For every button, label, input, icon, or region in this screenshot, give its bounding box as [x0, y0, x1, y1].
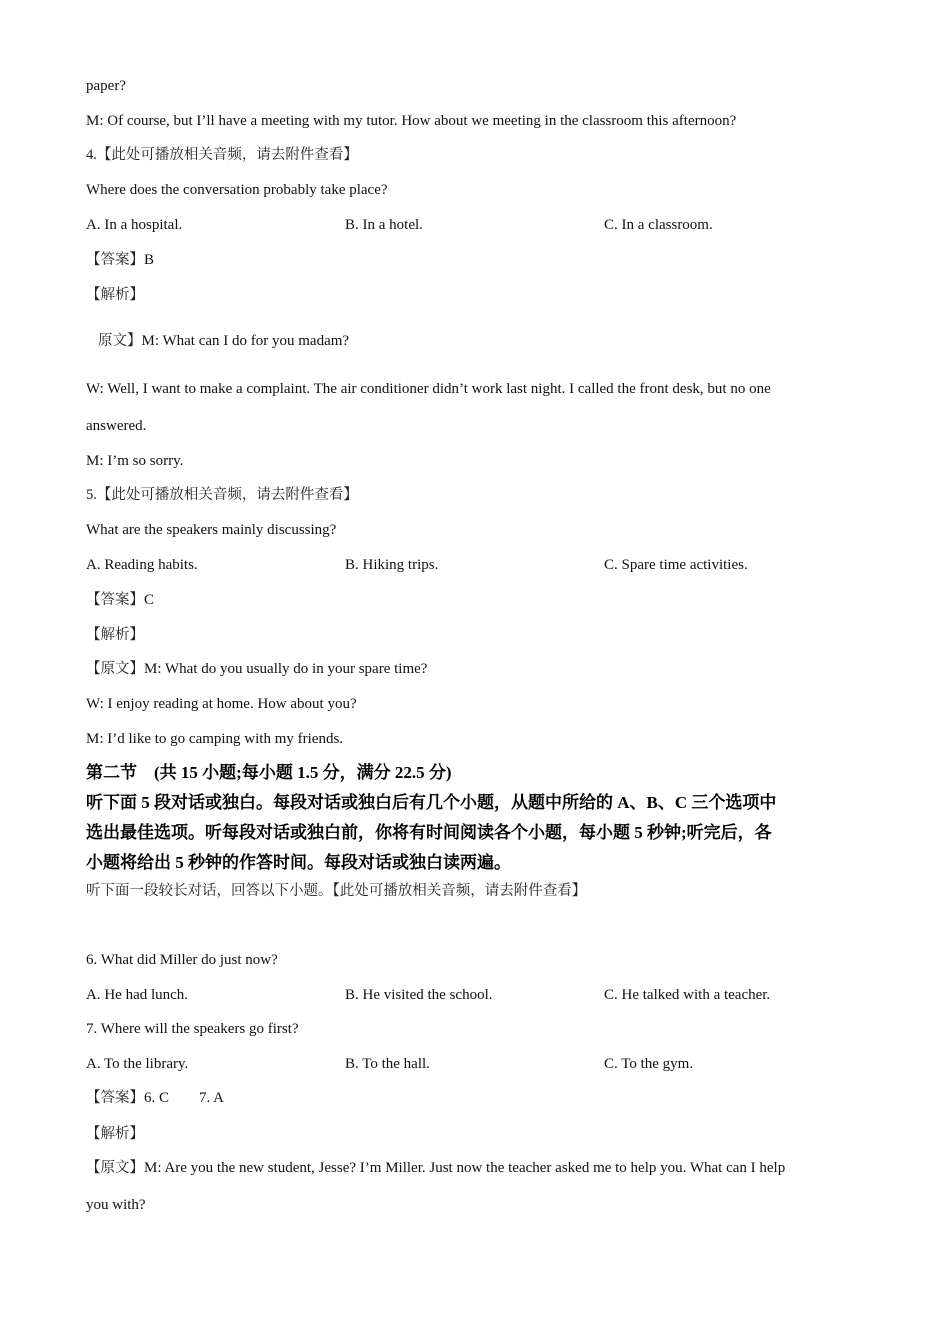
answer-label: 【答案】: [86, 1090, 144, 1106]
text-line: M: Of course, but I’ll have a meeting with my tutor. How about we meeting in the classroom this afternoon?: [86, 113, 737, 129]
option-a: A. He had lunch.: [86, 987, 189, 1003]
option-c: C. To the gym.: [604, 1056, 694, 1072]
text-line: M: I’m so sorry.: [86, 453, 184, 469]
answer-value: B: [144, 252, 155, 268]
option-a: A. To the library.: [86, 1056, 189, 1072]
text-line: M: I’d like to go camping with my friends.: [86, 731, 344, 747]
section-instructions: 听下面 5 段对话或独白。每段对话或独白后有几个小题，从题中所给的 A、B、C 三个选项中: [86, 793, 777, 812]
analysis-label: 【解析】: [86, 627, 144, 643]
option-c: C. Spare time activities.: [604, 557, 748, 573]
answer-line: [86, 590, 154, 610]
option-c: C. He talked with a teacher.: [604, 987, 771, 1003]
analysis-label: 【解析】: [86, 287, 144, 303]
option-b: B. To the hall.: [345, 1056, 430, 1072]
section-title: 第二节 (共 15 小题;每小题 1.5 分，满分 22.5 分): [86, 763, 452, 782]
answer-line: [86, 250, 154, 270]
option-a: A. In a hospital.: [86, 217, 183, 233]
option-c: C. In a classroom.: [604, 217, 713, 233]
audio-placeholder: 4.【此处可播放相关音频，请去附件查看】: [86, 147, 358, 163]
answer-value: 6. C 7. A: [144, 1090, 225, 1106]
text-line: you with?: [86, 1197, 146, 1213]
original-label: 【原文】: [86, 661, 144, 677]
answer-label: 【答案】: [86, 252, 144, 268]
analysis-label: 【解析】: [86, 1126, 144, 1142]
text-line: W: Well, I want to make a complaint. The air conditioner didn’t work last night. I called the front desk, but no one: [86, 381, 771, 397]
question-text: Where does the conversation probably take place?: [86, 182, 388, 198]
section-instructions: 小题将给出 5 秒钟的作答时间。每段对话或独白读两遍。: [86, 853, 511, 872]
question-text: What are the speakers mainly discussing?: [86, 522, 337, 538]
answer-line: [86, 1088, 224, 1108]
option-b: B. In a hotel.: [345, 217, 423, 233]
option-a: A. Reading habits.: [86, 557, 198, 573]
text-line: answered.: [86, 418, 147, 434]
text-line: W: I enjoy reading at home. How about you?: [86, 696, 357, 712]
original-text: M: What do you usually do in your spare time?: [144, 661, 428, 677]
section-instructions: 选出最佳选项。听每段对话或独白前，你将有时间阅读各个小题，每小题 5 秒钟;听完后，各: [86, 823, 772, 842]
option-b: B. He visited the school.: [345, 987, 493, 1003]
original-text: M: What can I do for you madam?: [141, 333, 350, 349]
answer-label: 【答案】: [86, 592, 144, 608]
answer-value: C: [144, 592, 155, 608]
original-text-line: [86, 1158, 785, 1178]
original-text-line: [98, 331, 349, 351]
original-label: 原文】: [98, 333, 142, 349]
question-text: 7. Where will the speakers go first?: [86, 1021, 299, 1037]
text-line: paper?: [86, 78, 126, 94]
original-label: 【原文】: [86, 1160, 144, 1176]
original-text-line: [86, 659, 427, 679]
original-text: M: Are you the new student, Jesse? I’m Miller. Just now the teacher asked me to help you. What can I help: [144, 1160, 786, 1176]
audio-placeholder: 听下面一段较长对话，回答以下小题。【此处可播放相关音频，请去附件查看】: [86, 883, 587, 899]
question-text: 6. What did Miller do just now?: [86, 952, 278, 968]
option-b: B. Hiking trips.: [345, 557, 439, 573]
audio-placeholder: 5.【此处可播放相关音频，请去附件查看】: [86, 487, 358, 503]
